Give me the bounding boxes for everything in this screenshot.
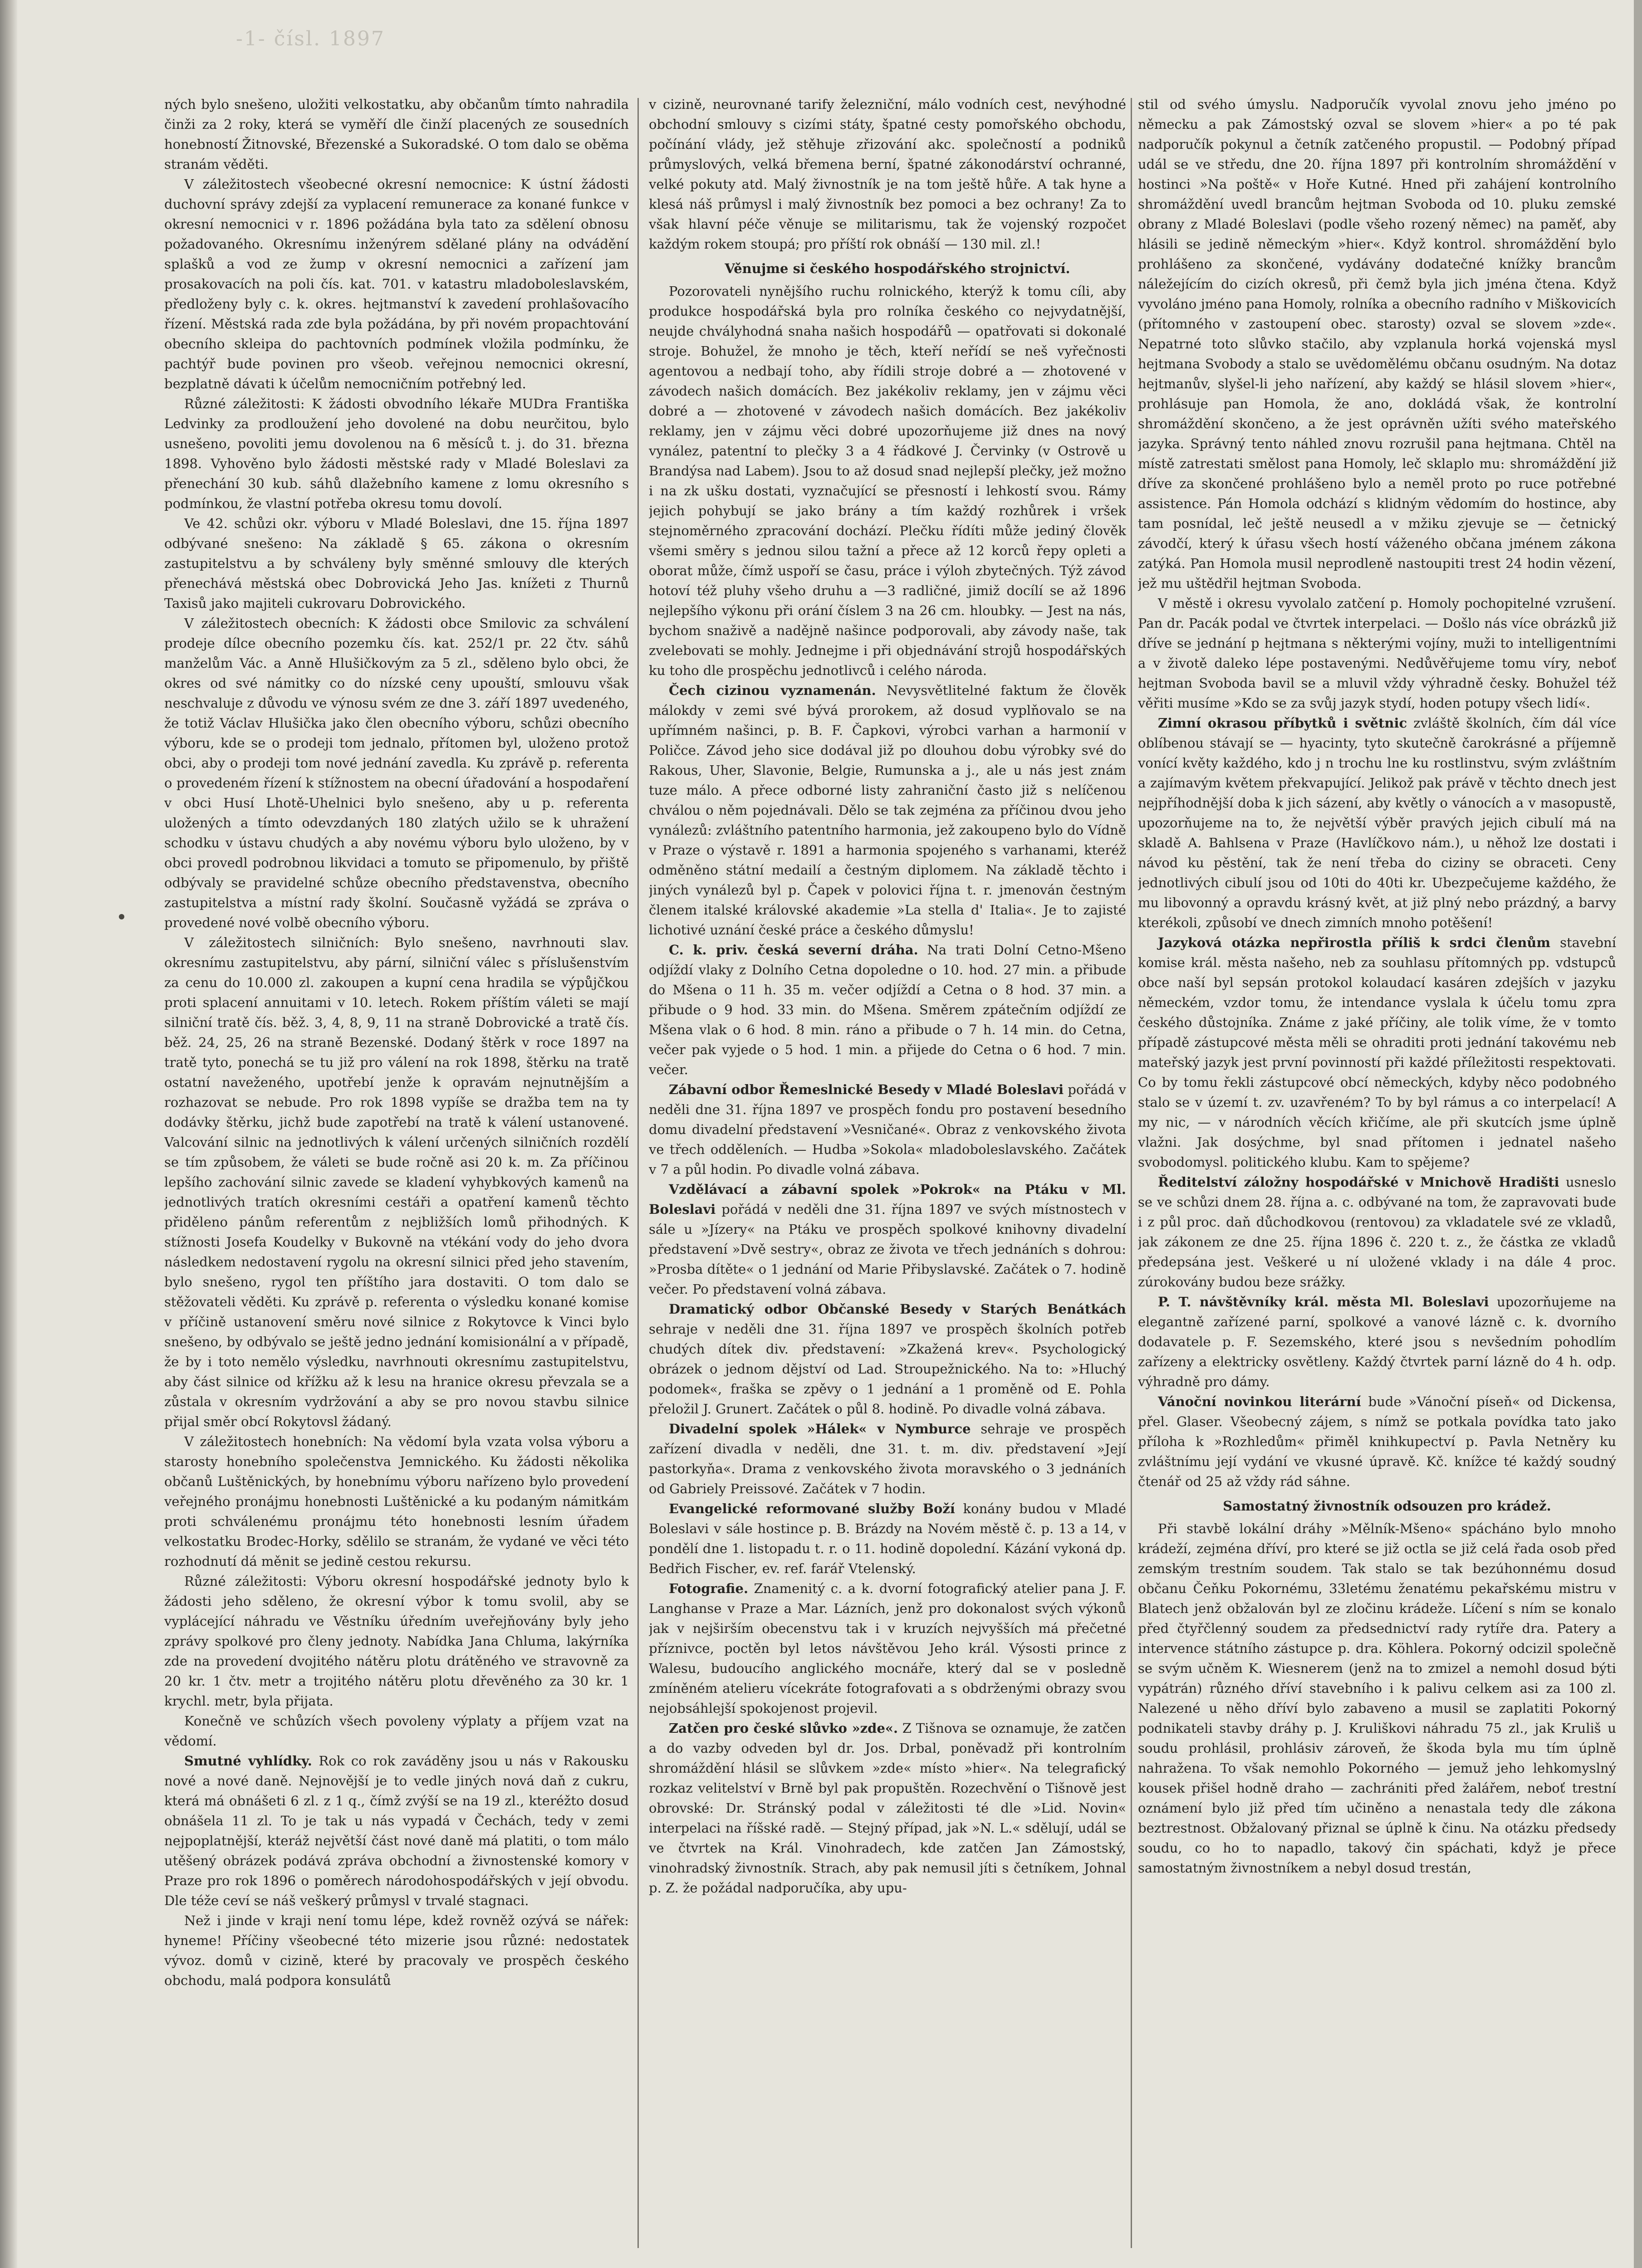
article-item <box>1138 1292 1616 1392</box>
article-heading: Věnujme si českého hospodářského strojnictví. <box>725 261 1070 276</box>
article-text: sehraje ve prospěch zařízení divadla v neděli, dne 31. t. m. div. představení »Její pastorkyňa«. Drama z venkovského života moravského o 3 jednáních od Gabriely Preissové. Začátek v 7 hodin. <box>649 1421 1126 1496</box>
article-text: stavební komise král. města našeho, neb za souhlasu přítomných pp. vdstupců obce naší byl sepsán protokol kolaudací kasáren zdejších v jazyku německém, vzdor tomu, že intendance vyslala k účelu tomu zpra českého důstojníka. Známe z jaké příčiny, ale tolik víme, že v tomto případě zástupcové města měli se ohraditi proti jednání takovému neb mateřský jazyk jest první povinností při každé příležitosti respektovati. Co by tomu řekli zástupcové obcí německých, kdyby něco podobného stalo se v území t. zv. uzavřeném? To by byl rámus a co interpelací! A my nic, — v národních věcích křičíme, ale při skutcích jsme úplně vlažni. Jak dosýchme, byl snad přítomen i jednatel našeho svobodomysl. politického klubu. Kam to spějeme? <box>1138 935 1616 1170</box>
article-heading: C. k. priv. česká severní dráha. <box>669 942 918 958</box>
article-paragraph: V záležitostech všeobecné okresní nemocnice: K ústní žádosti duchovní správy zdejší za vyplacení remunerace za konané funkce v okresní nemocnici v r. 1896 požádána byla tato za sdělení obnosu požadovaného. Okresnímu inženýrem sdělané plány na odvádění splašků a vod ze žump v okresní nemocnici a zařízení jam prosakovacích na poli čís. kat. 701. v katastru mladoboleslavském, předloženy byly c. k. okres. hejtmanství k zavedení prohlašovacího řízení. Městská rada zde byla požádána, by při novém propachtování obecního skleipa do pachtovních podmínek vložila podmínku, že pachtýř bude povinen pro všeob. veřejnou nemocnici okresní, bezplatně dávati k účelům nemocničním potřebný led. <box>164 176 629 391</box>
article-section <box>649 259 1126 279</box>
article-heading: Evangelické reformované služby Boží <box>669 1501 955 1516</box>
article-text: usneslo se ve schůzi dnem 28. října a. c. odbývané na tom, že zapravovati bude i z půl proc. daň důchodkovou (rentovou) za vkladatele své ze vkladů, jak zákonem ze dne 25. října 1896 č. 220 t. z., že částka ze vkladů předepsána jest. Veškeré u ní uložené vklady i na dále 4 proc. zúrokovány budou beze srážky. <box>1138 1174 1616 1290</box>
column-3 <box>1138 94 1616 2268</box>
article-item <box>1138 713 1616 933</box>
article-heading: Zatčen pro české slůvko »zde«. <box>669 1721 898 1736</box>
article-heading: Čech cizinou vyznamenán. <box>669 683 876 698</box>
article-paragraph: V záležitostech honebních: Na vědomí byla vzata volsa výboru a starosty honebního společenstva Jemnického. Ku žádosti několika občanů Luštěnických, by honebnímu výboru nařízeno bylo provedení veřejného pronájmu honebnosti Luštěnické a ku podaným námitkám proti schválenému pronájmu této honebnosti lesním úřadem velkostatku Brodec-Horky, sdělilo se stranám, že vydané ve věci této rozhodnutí dá měnit se jedině cestou rekursu. <box>164 1434 629 1569</box>
article-text: Nevysvětlitelné faktum že člověk málokdy v zemi své bývá prorokem, až dosud vyplňovalo se na upřímném našinci, p. B. F. Čapkovi, výrobci varhan a harmonií v Poličce. Závod jeho sice dodával již po dlouhou dobu výrobky své do Rakous, Uher, Slavonie, Belgie, Rumunska a j., ale u nás jest znám tuze málo. A přece odborné listy zahraniční často již s nelíčenou chválou o něm pojednávali. Dělo se tak zejména za příčinou dvou jeho vynálezů: zvláštního patentního harmonia, jež zakoupeno bylo do Vídně v Praze o výstavě r. 1891 a harmonia spojeného s varhanami, kteréž odměněno státní medailí a čestným diplomem. Na základě těchto i jiných vynálezů byl p. Čapek v polovici října t. r. jmenován čestným členem italské královské akademie »La stella d' Italia«. Je to zajisté lichotivé uznání české práce a českého důmyslu! <box>649 683 1126 938</box>
article-item <box>1138 1392 1616 1491</box>
article-text: pořádá v neděli dne 31. října 1897 ve svých místnostech v sále u »Jízery« na Ptáku ve prospěch spolkové knihovny divadelní představení »Dvě sestry«, obraz ze života ve třech jednáních s dohrou: »Prosba dítěte« o 1 jednání od Marie Přibyslavské. Začátek o 7. hodině večer. Po představení volná zábava. <box>649 1202 1126 1297</box>
article-paragraph: V záležitostech obecních: K žádosti obce Smilovic za schválení prodeje dílce obecního pozemku čís. kat. 252/1 pr. 22 čtv. sáhů manželům Vác. a Anně Hlušičkovým za 5 zl., sděleno bylo obci, že okres od své námitky co do nízské ceny upouští, smlouvu však neschvaluje z důvodu ve výnosu svém ze dne 3. září 1897 uvedeného, že totiž Václav Hlušička jako člen obecního výboru, schůzi obecního výboru, kde se o prodeji tom jednalo, přítomen byl, uloženo protož obci, aby o prodeji tom nové jednání zavedla. Ku zprávě p. referenta o provedeném řízení k stížnostem na obecní úřadování a hospodaření v obci Husí Lhotě-Uhelnici bylo snešeno, aby u p. referenta uložených a tímto odevzdaných 180 zlatých užilo se k uhražení schodku v ústavu chudých a aby novému výboru bylo uloženo, by v obci provedl podrobnou likvidaci a tomuto se připomenulo, by přiště odbývaly se pravidelné schůze obecního představenstva, obecního zastupitelstva a místní rady školní. Současně vyžádá se zpráva o provedené nové volbě obecního výboru. <box>164 616 629 930</box>
article-section <box>1138 1496 1616 1516</box>
article-heading: Zábavní odbor Řemeslnické Besedy v Mladé Boleslavi <box>669 1082 1064 1097</box>
article-text: konány budou v Mladé Boleslavi v sále hostince p. B. Brázdy na Novém městě č. p. 13 a 14, v pondělí dne 1. listopadu t. r. o 11. hodině dopolední. Kázání vykoná dp. Bedřich Fischer, ev. ref. farář Vtelenský. <box>649 1501 1126 1576</box>
article-heading: Jazyková otázka nepřirostla příliš k srdci členům <box>1158 935 1551 950</box>
article-heading: Dramatický odbor Občanské Besedy v Starých Benátkách <box>669 1301 1126 1317</box>
article-paragraph: Ve 42. schůzi okr. výboru v Mladé Boleslavi, dne 15. října 1897 odbývané snešeno: Na základě § 65. zákona o okresním zastupitelstvu a by schváleny byly směnné smlouvy dle kterých přenechává městská obec Dobrovická Jeho Jas. knížeti z Thurnů Taxisů jako majiteli cukrovaru Dobrovického. <box>164 516 629 611</box>
article-item <box>649 1718 1126 1898</box>
article-item <box>649 1080 1126 1179</box>
article-heading: Divadelní spolek »Hálek« v Nymburce <box>669 1421 971 1437</box>
article-heading: Zimní okrasou příbytků i světnic <box>1158 715 1407 731</box>
article-text: Rok co rok zaváděny jsou u nás v Rakousku nové a nové daně. Nejnovější je to vedle jiných nová daň z cukru, která má obnášeti 6 zl. z 1 q., čímž zvýší se na 19 zl., kteréžto dosud obnášela 11 zl. To je tak u nás vypadá v Čechách, tedy v zemi nejpoplatnější, kteráž největší část nové daně má platiti, o tom málo utěšený obrázek podává zpráva obchodní a živnostenské komory v Praze pro rok 1896 o poměrech národohospodářských v její obvodu. Dle téže ceví se náš veškerý průmysl v trvalé stagnaci. <box>164 1753 629 1908</box>
article-item <box>1138 933 1616 1172</box>
article-text: sehraje v neděli dne 31. října 1897 ve prospěch školních potřeb chudých dítek div. představení: »Zkažená krev«. Psychologický obrázek o jednom dějství od Lad. Stroupežnického. Na to: »Hluchý podomek«, fraška se zpěvy o 1 jednání a 1 proměně od E. Pohla přeložil J. Grunert. Začátek o půl 8. hodině. Po divadle volná zábava. <box>649 1321 1126 1417</box>
article-item <box>1138 1172 1616 1292</box>
article-paragraph: Konečně ve schůzích všech povoleny výplaty a příjem vzat na vědomí. <box>164 1713 629 1749</box>
article-item <box>649 1579 1126 1718</box>
article-item <box>164 1751 629 1911</box>
article-item <box>649 940 1126 1080</box>
article-heading: Ředitelství záložny hospodářské v Mnichově Hradišti <box>1158 1174 1559 1190</box>
article-text: zvláště školních, čím dál více oblíbenou stávají se — hyacinty, tyto skutečně čarokrásné a příjemně vonící květy každého, kdo j n trochu lne ku rostlinstvu, svým zvláštním a zajímavým květem překvapující. Jelikož pak právě v těchto dnech jest nejpříhodnější doba k jich sázení, aby květly o vánocích a v masopustě, upozorňujeme na to, že největší výběr pravých jejich cibulí má na skladě A. Bahlsena v Praze (Havlíčkovo nám.), u něhož lze dostati i návod ku pěstění, tak že není třeba do ciziny se obraceti. Ceny jednotlivých cibulí jsou od 10ti do 40ti kr. Ubezpečujeme každého, že mu libovonný a opravdu krásný květ, at již plný nebo prázdný, a barvy kterékoli, způsobí ve dnech zimních mnoho potěšení! <box>1138 715 1616 930</box>
article-paragraph: Různé záležitosti: Výboru okresní hospodářské jednoty bylo k žádosti jeho sděleno, že okresní výbor k tomu svolil, aby se vyplácející náhradu ve Věstníku úředním uveřejňovány byly jeho zprávy spolkové pro členy jednoty. Nabídka Jana Chluma, lakýrníka zde na provedení dvojitého nátěru plotu drátěného ve stravovně za 20 kr. 1 čtv. metr a trojitého nátěru plotu dřevěného za 30 kr. 1 krychl. metr, byla přijata. <box>164 1574 629 1709</box>
article-heading: Vánoční novinkou literární <box>1158 1394 1361 1409</box>
column-rule <box>1131 98 1132 2248</box>
article-heading: Vzdělávací a zábavní spolek »Pokrok« na Ptáku v Ml. Boleslavi <box>649 1182 1126 1217</box>
column-1 <box>164 94 629 2268</box>
article-paragraph: ných bylo snešeno, uložiti velkostatku, aby občanům tímto nahradila činži za 2 roky, která se vyměří dle činží placených ze sousedních honebností Žitnovské, Březenské a Sukoradské. O tom dalo se oběma stranám věděti. <box>164 97 629 172</box>
article-text: Znamenitý c. a k. dvorní fotografický atelier pana J. F. Langhanse v Praze a Mar. Lázních, jenž pro dokonalost svých výkonů jak v nejširším obecenstvu tak i v kruzích nejvyšších má přečetné příznivce, poctěn byl letos návštěvou Jeho král. Výsosti prince z Walesu, budoucího anglického mocnáře, který dal se v posledně zmíněném atelieru vícekráte fotografovati a s obdrženými obrazy svou nejobsáhlejší spokojenost projevil. <box>649 1581 1126 1716</box>
column-rule <box>637 98 639 2248</box>
article-text: upozorňujeme na elegantně zařízené parní, spolkové a vanové lázně c. k. dvorního dodavatele p. F. Sezemského, které jsou s nevšedním pohodlím zařízeny a elektricky osvětleny. Každý čtvrtek parní lázně do 4 h. odp. výhradně pro dámy. <box>1138 1294 1616 1389</box>
article-paragraph: Při stavbě lokální dráhy »Mělník-Mšeno« spácháno bylo mnoho krádeží, zejména dříví, pro které se již octla se již celá řada osob před zemským trestním soudem. Tak stalo se tak bezúhonnému dosud občanu Čeňku Pokornému, 33letému ženatému pekařskému mistru v Blatech jenž obžalován byl ze zločinu krádeže. Líčení s ním se konalo před čtyřčlenný soudem za předsednictví rady rytíře dra. Patery a intervence státního zástupce p. dra. Köhlera. Pokorný odcizil společně se svým učněm K. Wiesnerem (jenž na to zmizel a nemohl dosud býti vypátrán) různého dříví stavebního i k palivu celkem asi za 100 zl. Nalezené u něho dříví bylo zabaveno a musil se zaplatiti Pokorný podnikateli stavby dráhy p. J. Kruliškovi náhradu 75 zl., jak Kruliš u soudu prohlásil, prohlásiv zároveň, že škoda byla mu tím úplně nahražena. To však nemohlo Pokorného — jemuž jeho lehkomyslný kousek přišel hodně draho — zachrániti před žalářem, neboť trestní oznámení bylo již před tím učiněno a nenastala tedy dle zákona beztrestnost. Obžalovaný přiznal se úplně k činu. Na otázku předsedy soudu, co ho to napadlo, takový čin spáchati, když je přece samostatným živnostníkem a nebyl dosud trestán, <box>1138 1521 1616 1876</box>
article-heading: Smutné vyhlídky. <box>184 1753 312 1769</box>
article-text: bude »Vánoční píseň« od Dickensa, přel. Glaser. Všeobecný zájem, s nímž se potkala povídka tato jako příloha k »Rozhledům« přiměl knihkupectví p. Pavla Netněry ku zvláštnímu její vydání ve vkusné úpravě. Kč. knížce té každý soudný čtenář od 25 až vždy rád sáhne. <box>1138 1394 1616 1489</box>
article-item <box>649 1179 1126 1299</box>
article-heading: P. T. návštěvníky král. města Ml. Boleslavi <box>1158 1294 1489 1310</box>
page-right-edge <box>1634 0 1642 2268</box>
article-heading: Fotografie. <box>669 1581 749 1596</box>
article-paragraph: Než i jinde v kraji není tomu lépe, kdež rovněž ozývá se nářek: hyneme! Příčiny všeobecné této mizerie jsou různé: nedostatek vývoz. domů v cizině, které by pracovaly ve prospěch českého obchodu, malá podpora konsulátů <box>164 1913 629 1988</box>
article-paragraph: Pozorovateli nynějšího ruchu rolnického, kterýž k tomu cíli, aby produkce hospodářská byla pro rolníka českého co nejvydatnější, neujde chvályhodná snaha našich hospodářů — opatřovati si dokonalé stroje. Bohužel, že mnoho je těch, kteří neřídí se neš vyřečnosti agentovou a nedbají toho, aby řídili stroje dobré a — zhotovené v závodech našich domácích. Bez jakékoliv reklamy, jen v zájmu věci dobré a — zhotovené v závodech našich domácích. Bez jakékoliv reklamy, jen v zájmu věci dobré upozorňujeme již dnes na nový vynález, patentní to plečky 3 a 4 řádkové J. Červinky (v Ostrově u Brandýsa nad Labem). Jsou to až dosud snad nejlepší plečky, jež možno i na zk ušku dostati, vyznačující se přesností i lehkostí svou. Rámy jejich pohybují se jako brány a tím každý rozhůrek i vršek stejnoměrného zpracování dochází. Plečku řídíti může jediný člověk všemi směry s jednou silou tažní a přece až 12 korců řepy opleti a oborat může, čímž uspoří se času, práce i výloh zbytečných. Týž závod hotoví též pluhy všeho druhu a —3 radličné, jimiž docílí se až 1896 nejlepšího výkonu při orání číslem 3 na 26 cm. hloubky. — Jest na nás, bychom snaživě a nadějně našince podporovali, aby závody naše, tak zvelebovati se mohly. Jednejme i při objednávání strojů hospodářských ku toho dle prospěchu jednotlivců i celého národa. <box>649 284 1126 678</box>
article-paragraph: Různé záležitosti: K žádosti obvodního lékaře MUDra Františka Ledvinky za prodloužení jeho dovolené na dobu neurčitou, bylo usnešeno, povoliti jemu dovolenou na 6 měsíců t. j. do 31. března 1898. Vyhověno bylo žádosti městské rady v Mladé Boleslavi za přenechání 30 kub. sáhů dlažebního kamene z lomu okresního s podmínkou, že vlastní potřeba okresu tomu dovolí. <box>164 396 629 511</box>
article-text: Na trati Dolní Cetno-Mšeno odjíždí vlaky z Dolního Cetna dopoledne o 10. hod. 27 min. a přibude do Mšena o 11 h. 35 m. večer odjíždí a Cetna o 8 hod. 37 min. a přibude o 9 hod. 33 min. do Mšena. Směrem zpátečním odjíždí ze Mšena vlak o 6 hod. 8 min. ráno a přibude o 7 h. 14 min. do Cetna, večer pak vyjede o 5 hod. 1 min. a přijede do Cetna o 6 hod. 7 min. večer. <box>649 942 1126 1077</box>
article-text: pořádá v neděli dne 31. října 1897 ve prospěch fondu pro postavení besedního domu divadelní představení »Vesničané«. Obraz z venkovského života ve třech odděleních. — Hudba »Sokola« mladoboleslavského. Začátek v 7 a půl hodin. Po divadle volná zábava. <box>649 1082 1126 1177</box>
article-paragraph: v cizině, neurovnané tarify železniční, málo vodních cest, nevýhodné obchodní smlouvy s cizími státy, špatné cesty pomořského obchodu, počínání vlády, jež stěhuje zřizování akc. společností a podniků průmyslových, velká břemena berní, špatné zákonodárství ochranné, velké pokuty atd. Malý živnostník je na tom ještě hůře. A tak hyne a klesá náš průmysl i malý živnostník bez pomoci a bez ochrany! Za to však hlavní péče věnuje se militarismu, tak že vojenský rozpočet každým rokem stoupá; pro příští rok obnáší — 130 mil. zl.! <box>649 97 1126 252</box>
article-paragraph: V záležitostech silničních: Bylo snešeno, navrhnouti slav. okresnímu zastupitelstvu, aby pární, silniční válec s příslušenstvím za cenu do 10.000 zl. zakoupen a kupní cena hradila se výpůjčkou proti splacení annuitami v 10. letech. Rokem příštím váleti se mají silniční tratě čís. běž. 3, 4, 8, 9, 11 na straně Dobrovické a tratě čís. běž. 24, 25, 26 na straně Bezenské. Dodaný štěrk v roce 1897 na tratě tyto, ponechá se tu již pro válení na rok 1898, štěrku na tratě ostatní naveženého, upotřebí jenže k opravám nejnutnějším a rozhazovat se nebude. Pro rok 1898 vypíše se dražba tem na ty dodávky štěrku, jichž bude zapotřebí na tratě k válení ustanovené. Valcování silnic na jednotlivých k válení určených silničních rozdělí se tím způsobem, že váleti se bude ročně asi 20 k. m. Za příčinou lepšího zachování silnic zavede se kladení vyhybkových kamenů na jednotlivých tratích okresními cestáři a opatření kamenů těchto přiděleno pánům referentům z nejbližších lomů přihodných. K stížnosti Josefa Koudelky v Bukovně na vtékání vody do jeho dvora následkem nedostavení rygolu na okresní silnici před jeho stavením, bylo snešeno, rygol ten příštího jara dostaviti. O tom dalo se stěžovateli věděti. Ku zprávě p. referenta o výsledku konané komise v příčině ustanovení směru nové silnice z Rokytovce k Vinci bylo snešeno, by odbývalo se ještě jedno jednání komisionální a v případě, že by i toto nemělo výsledku, navrhnouti okresnímu zastupitelstvu, aby část silnice od křížku až k lesu na hranice okresu převzala se a zůstala v okresním vydržování a aby se pro novou stavbu silnice přijal směr obcí Rokytovsl žádaný. <box>164 935 629 1429</box>
column-2 <box>649 94 1126 2268</box>
page-binding-edge <box>0 0 17 2268</box>
article-item <box>649 1499 1126 1579</box>
article-item <box>649 1419 1126 1499</box>
article-paragraph: stil od svého úmyslu. Nadporučík vyvolal znovu jeho jméno po německu a pak Zámostský ozval se slovem »hier« a po té pak nadporučík pokynul a četník zatčeného propustil. — Podobný případ udál se ve středu, dne 20. října 1897 při kontrolním shromáždění v hostinci »Na poště« v Hoře Kutné. Hned při zahájení kontrolního shromáždění uvedl brancům hejtman Svoboda od 10. pluku zemské obrany z Mladé Boleslavi (podle všeho rozený němec) na paměť, aby hlásili se jedině německým »hier«. Když kontrol. shromáždění bylo prohlášeno za skončené, vydávány dodatečné knížky brancům náležejícím do cizích okresů, při čemž byla jich jména čtena. Když vyvoláno jméno pana Homoly, rolníka a obecního radního v Miškovicích (přítomného v zastoupení obec. starosty) ozval se slovem »zde«. Nepatrné toto slůvko stačilo, aby vzplanula horká vojenská mysl hejtmana Svobody a stalo se uvědomělému občanu osudným. Na dotaz hejtmanův, slyšel-li jeho nařízení, aby každý se hlásil slovem »hier«, prohlásuje pan Homola, že ano, dokládá však, že kontrolní shromáždění skončeno, a že jest oprávněn užíti svého mateřského jazyka. Správný tento náhled znovu rozrušil pana hejtmana. Chtěl na místě zatrestati smělost pana Homoly, leč sklaplo mu: shromáždění již dříve za skončené prohlášeno bylo a neměl proto po ruce potřebné assistence. Pán Homola odchází s klidným vědomím do hostince, aby tam posnídal, leč ještě neusedl a v mžiku zjevuje se — četnický závodčí, který k úřasu všech hostí váženého občana jménem zákona zatýká. Pan Homola musil neprodleně nastoupiti trest 24 hodin vězení, jež mu uštědřil hejtman Svoboda. <box>1138 97 1616 591</box>
article-text: Z Tišnova se oznamuje, že zatčen a do vazby odveden byl dr. Jos. Drbal, poněvadž při kontrolním shromáždění hlásil se slůvkem »zde« místo »hier«. Na telegrafický rozkaz velitelství v Brně byl pak propuštěn. Rozechvění o Tišnově jest obrovské: Dr. Stránský podal v záležitosti té dle »Lid. Novin« interpelaci na říšské radě. — Stejný případ, jak »N. L.« sdělují, udál se ve čtvrtek na Král. Vinohradech, kde zatčen Jan Zámostský, vinohradský živnostník. Strach, aby pak nemusil jíti s četníkem, Johnal p. Z. že požádal nadporučíka, aby upu- <box>649 1721 1126 1896</box>
article-item <box>649 680 1126 940</box>
show-through-header: -1- čísl. 1897 <box>236 27 386 50</box>
margin-mark <box>119 914 124 919</box>
article-heading: Samostatný živnostník odsouzen pro krádež. <box>1223 1498 1551 1514</box>
article-item <box>649 1299 1126 1419</box>
article-paragraph: V městě i okresu vyvolalo zatčení p. Homoly pochopitelné vzrušení. Pan dr. Pacák podal ve čtvrtek interpelaci. — Došlo nás více obrázků již dříve se jednání p hejtmana s některými vojíny, muži to intelligentními a v životě daleko lépe postavenými. Nedůvěřujeme tomu víry, neboť hejtman Svoboda bavil se a mluvil vždy výhradně česky. Bohužel též věřiti musíme »Kdo se za svůj jazyk stydí, hoden potupy všech lidí«. <box>1138 596 1616 711</box>
